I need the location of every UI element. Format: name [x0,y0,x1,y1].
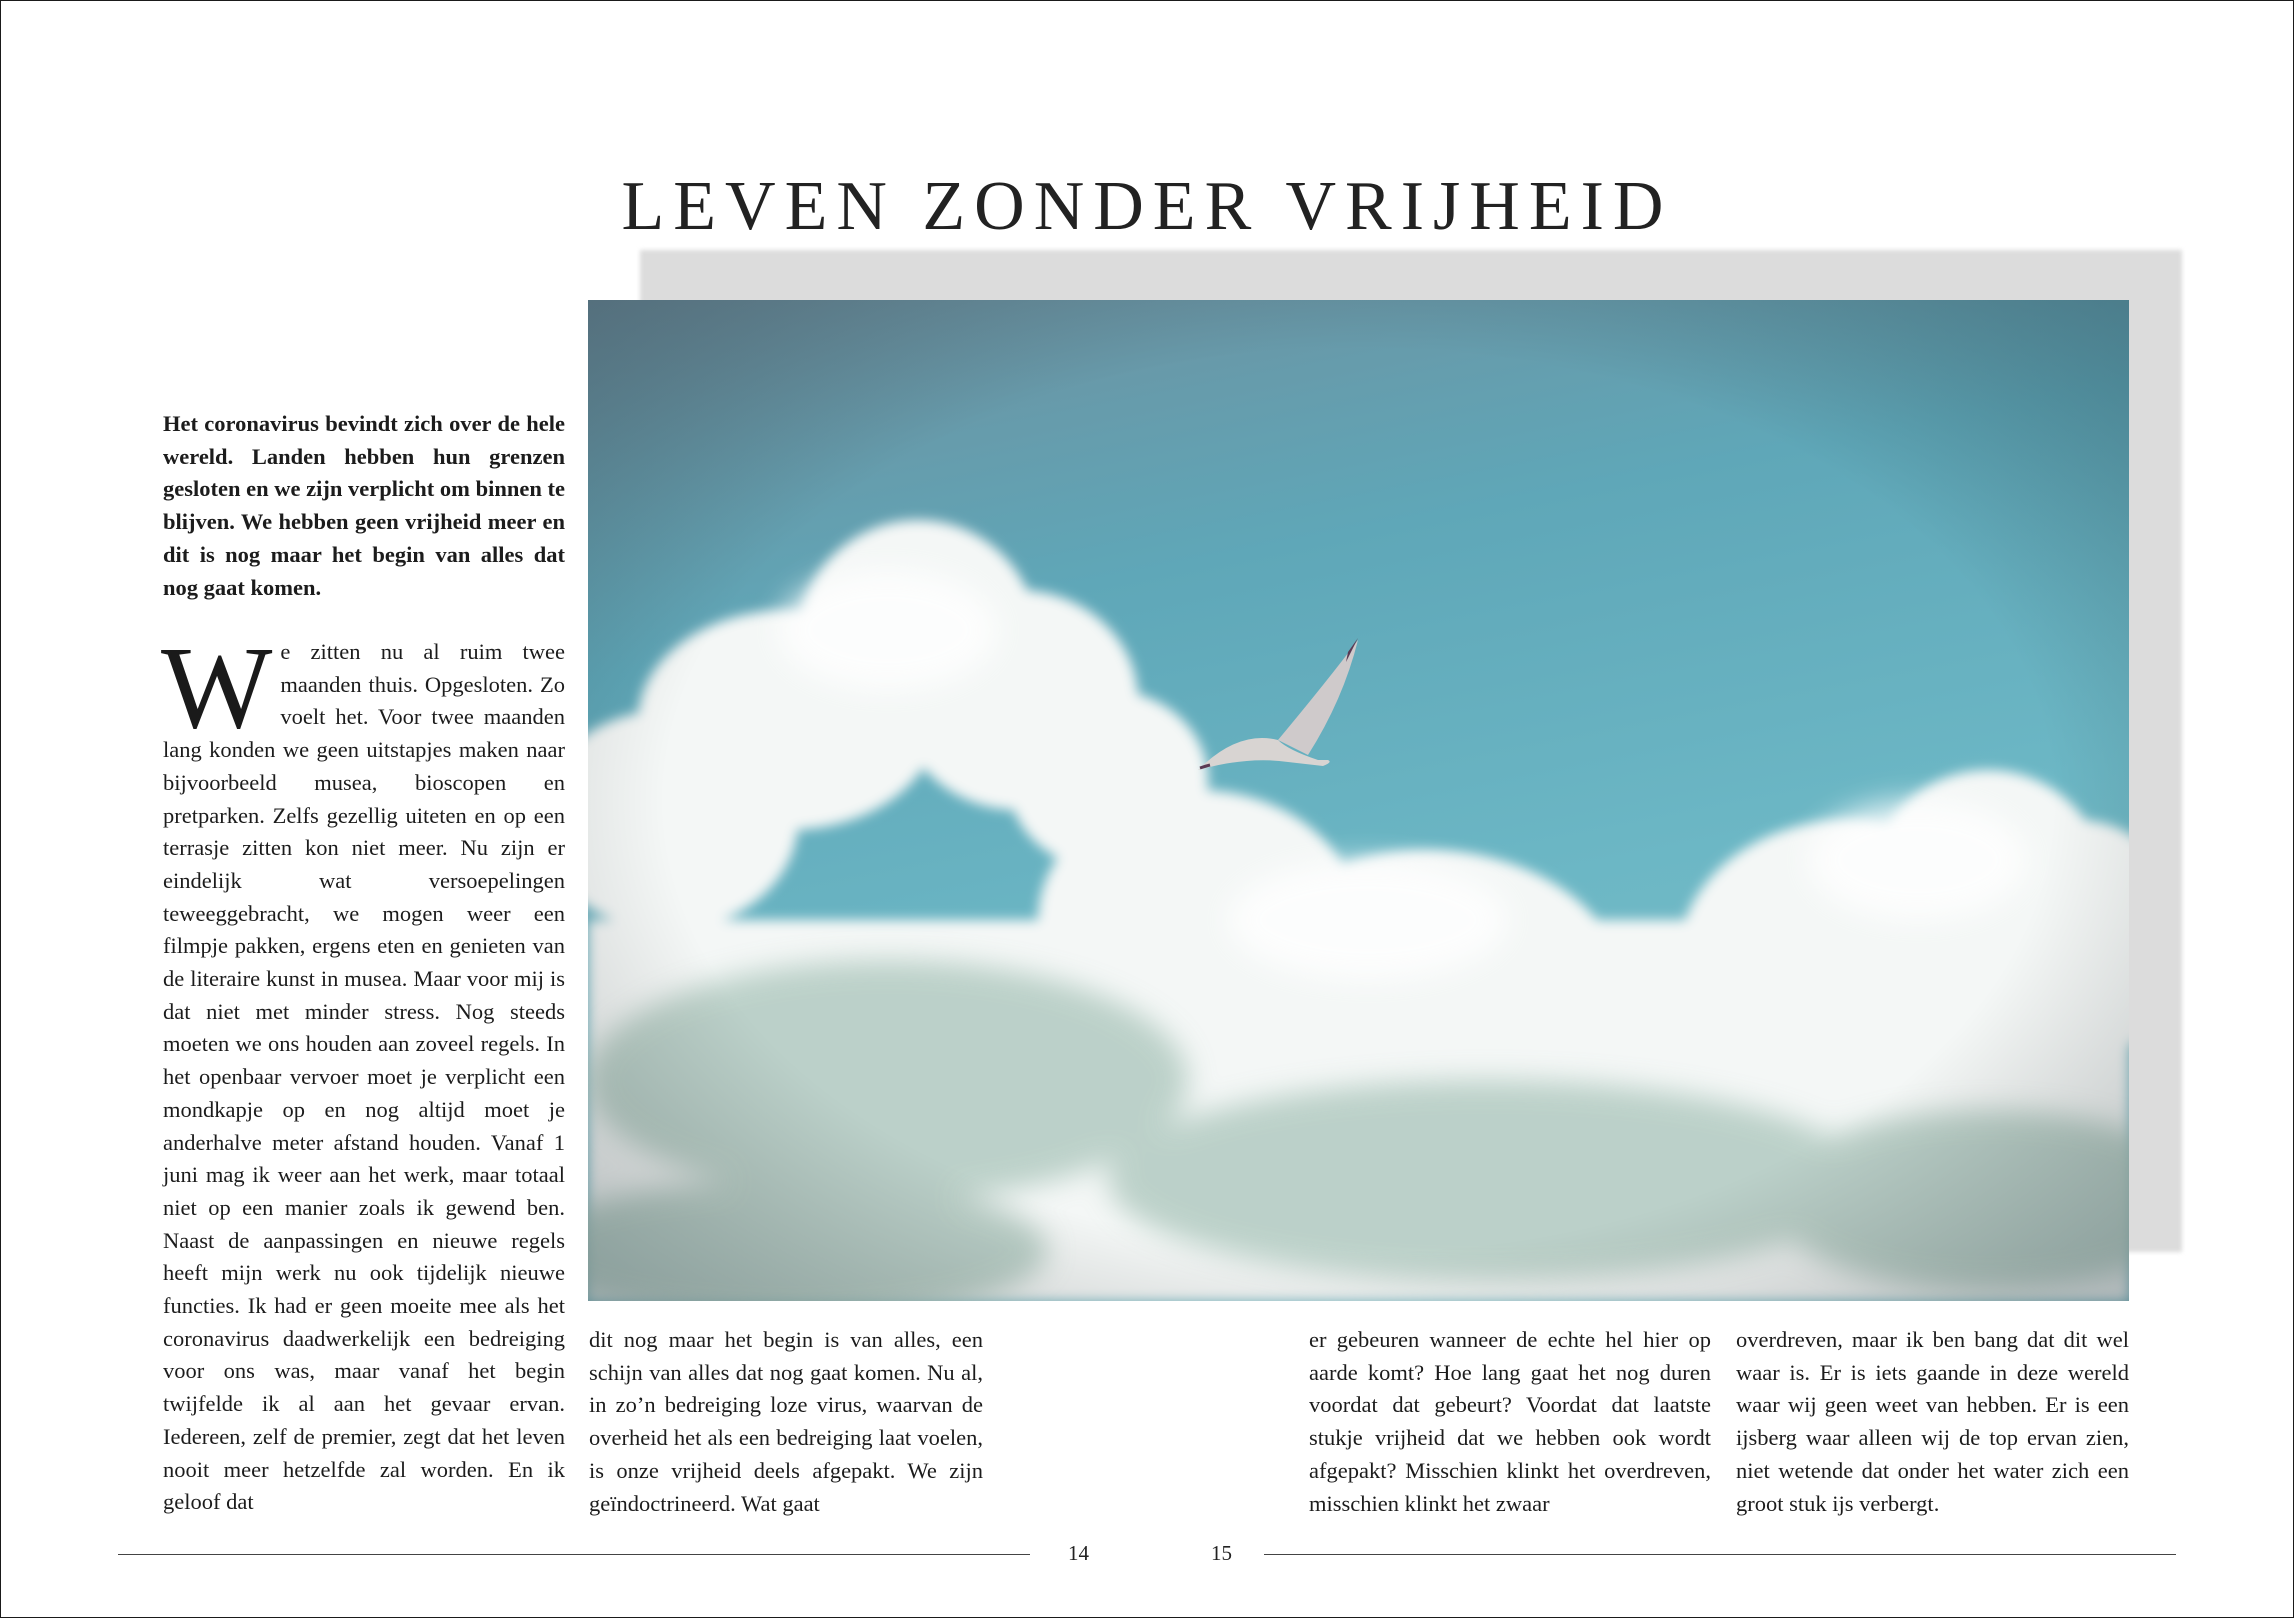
article-column-4 [1736,1324,2129,1520]
drop-cap: W [161,622,273,753]
footer-rule-left [118,1554,1030,1555]
article-column-1 [161,622,565,1519]
article-column-3 [1309,1324,1711,1520]
article-column-4-text: overdreven, maar ik ben bang dat dit wel waar is. Er is iets gaande in deze wereld waar wij geen weet van hebben. Er is een ijsberg waar alleen wij de top ervan zien, niet wetende dat onder het water zich een groot stuk ijs verbergt. [1736,1327,2129,1516]
article-column-2-text: dit nog maar het begin is van alles, een schijn van alles dat nog gaat komen. Nu al, in zo’n bedreiging loze virus, waarvan de overheid het als een bedreiging laat voelen, is onze vrijheid deels afgepakt. We zijn geïndoctrineerd. Wat gaat [589,1327,983,1516]
article-column-3-text: er gebeuren wanneer de echte hel hier op aarde komt? Hoe lang gaat het nog duren voordat dat gebeurt? Voordat dat laatste stukje vrijheid dat we hebben ook wordt afgepakt? Misschien klinkt het overdreven, misschien klinkt het zwaar [1309,1327,1711,1516]
page-number-left: 14 [1068,1541,1089,1565]
sky-photo [588,300,2129,1301]
article-column-1-text: e zitten nu al ruim twee maanden thuis. Opgesloten. Zo voelt het. Voor twee maanden lang konden we geen uitstapjes maken naar bijvoorbeeld musea, bioscopen en pretparken. Zelfs gezellig uiteten en op een terrasje zitten kon niet meer. Nu zijn er eindelijk wat versoepelingen teweeggebracht, we mogen weer een filmpje pakken, ergens eten en genieten van de literaire kunst in musea. Maar voor mij is dat niet met minder stress. Nog steeds moeten we ons houden aan zoveel regels. In het openbaar vervoer moet je verplicht een mondkapje op en nog altijd moet je anderhalve meter afstand houden. Vanaf 1 juni mag ik weer aan het werk, maar totaal niet op een manier zoals ik gewend ben. Naast de aanpassingen en nieuwe regels heeft mijn werk nu ook tijdelijk nieuwe functies. Ik had er geen moeite mee als het coronavirus daadwerkelijk een bedreiging voor ons was, maar vanaf het begin twijfelde ik al aan het gevaar ervan. Iedereen, zelf de premier, zegt dat het leven nooit meer hetzelfde zal worden. En ik geloof dat [163,639,565,1515]
article-title: LEVEN ZONDER VRIJHEID [621,167,1673,245]
article-lead: Het coronavirus bevindt zich over de hele wereld. Landen hebben hun grenzen gesloten en we zijn verplicht om binnen te blijven. We hebben geen vrijheid meer en dit is nog maar het begin van alles dat nog gaat komen. [163,411,565,600]
article-column-2 [589,1324,983,1520]
sky-with-clouds-and-seagull-image [588,300,2129,1301]
footer-rule-right [1264,1554,2176,1555]
page-number-right: 15 [1211,1541,1232,1565]
